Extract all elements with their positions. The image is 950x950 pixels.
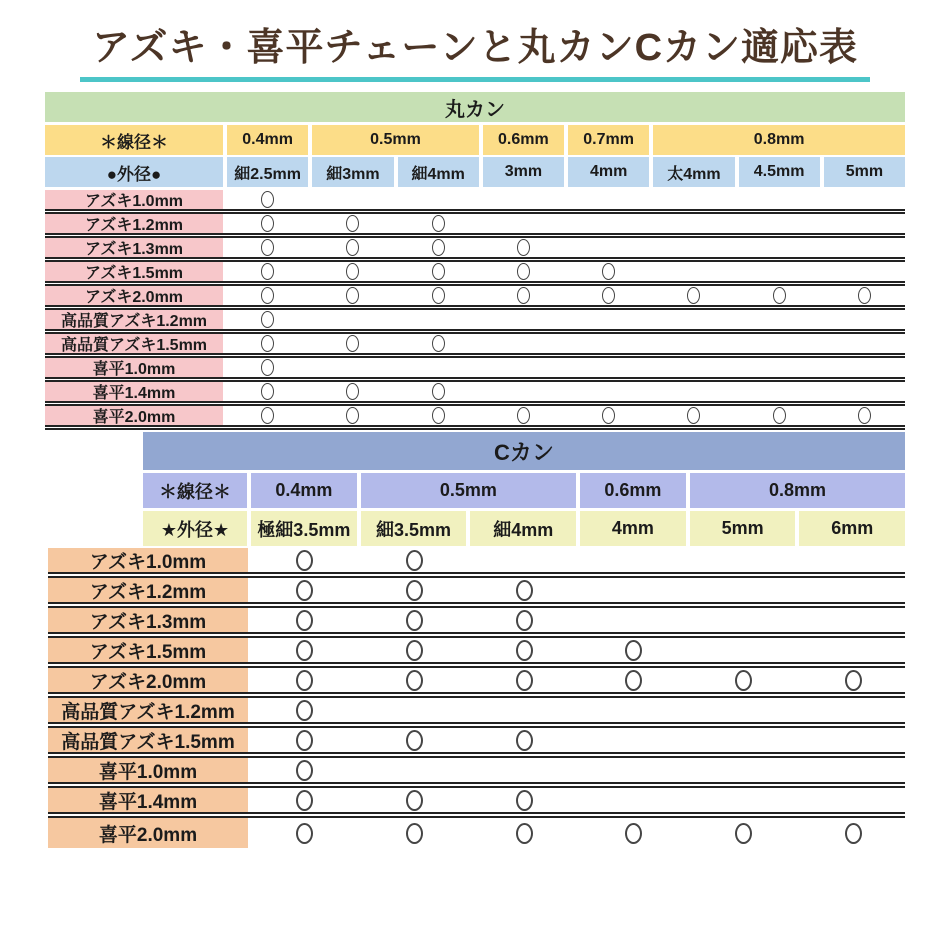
mark-cell	[312, 238, 393, 257]
ckan-outer-diameter-row	[143, 511, 905, 546]
empty-cell	[653, 238, 734, 257]
row-label: 喜平1.0mm	[45, 358, 223, 377]
circle-mark	[517, 263, 530, 280]
mark-cell	[252, 548, 358, 572]
table-row	[45, 334, 905, 358]
mark-cell	[252, 818, 358, 848]
circle-mark	[346, 215, 359, 232]
empty-cell	[800, 548, 906, 572]
row-label: 高品質アズキ1.5mm	[45, 334, 223, 353]
mark-cell	[581, 818, 687, 848]
circle-mark	[516, 790, 533, 811]
empty-cell	[568, 382, 649, 401]
circle-mark	[296, 550, 313, 571]
table-row	[45, 190, 905, 214]
mark-cell	[362, 788, 468, 812]
empty-cell	[581, 698, 687, 722]
circle-mark	[261, 287, 274, 304]
mark-cell	[362, 818, 468, 848]
circle-mark	[406, 640, 423, 661]
marukan-wire-diameter-row	[45, 125, 905, 155]
circle-mark	[516, 610, 533, 631]
mark-cell	[252, 608, 358, 632]
mark-cell	[362, 638, 468, 662]
circle-mark	[261, 215, 274, 232]
mark-cell	[398, 286, 479, 305]
mark-cell	[252, 788, 358, 812]
circle-mark	[346, 383, 359, 400]
circle-mark	[261, 383, 274, 400]
marukan-outer-diameter-row	[45, 157, 905, 187]
circle-mark	[517, 287, 530, 304]
circle-mark	[516, 670, 533, 691]
circle-mark	[517, 239, 530, 256]
outer-diameter-cell: 5mm	[690, 511, 796, 546]
circle-mark	[773, 287, 786, 304]
circle-mark	[406, 730, 423, 751]
empty-cell	[800, 638, 906, 662]
circle-mark	[296, 670, 313, 691]
outer-diameter-cell: 細4mm	[398, 157, 479, 187]
circle-mark	[516, 580, 533, 601]
mark-cell	[691, 668, 797, 692]
row-label: 喜平1.4mm	[48, 788, 248, 812]
mark-cell	[471, 578, 577, 602]
circle-mark	[261, 311, 274, 328]
mark-cell	[362, 728, 468, 752]
row-label: 喜平2.0mm	[45, 406, 223, 425]
circle-mark	[296, 640, 313, 661]
empty-cell	[824, 358, 905, 377]
ckan-table-body	[45, 548, 905, 848]
mark-cell	[398, 406, 479, 425]
empty-cell	[800, 728, 906, 752]
mark-cell	[252, 758, 358, 782]
empty-cell	[581, 578, 687, 602]
marukan-wire-diameter-label: ＊線径＊	[45, 125, 223, 155]
table-row	[48, 728, 905, 758]
table-row	[48, 668, 905, 698]
circle-mark	[625, 670, 642, 691]
row-label: アズキ2.0mm	[48, 668, 248, 692]
mark-cell	[362, 578, 468, 602]
circle-mark	[516, 730, 533, 751]
circle-mark	[346, 335, 359, 352]
ckan-table-title: Cカン	[143, 432, 905, 470]
mark-cell	[312, 334, 393, 353]
row-label: アズキ2.0mm	[45, 286, 223, 305]
circle-mark	[406, 550, 423, 571]
table-row	[48, 788, 905, 818]
empty-cell	[824, 214, 905, 233]
circle-mark	[602, 287, 615, 304]
mark-cell	[483, 262, 564, 281]
circle-mark	[516, 640, 533, 661]
row-label: 喜平1.0mm	[48, 758, 248, 782]
empty-cell	[362, 698, 468, 722]
circle-mark	[687, 407, 700, 424]
empty-cell	[471, 698, 577, 722]
empty-cell	[691, 608, 797, 632]
mark-cell	[568, 406, 649, 425]
table-row	[45, 310, 905, 334]
ckan-outer-diameter-label: ★外径★	[143, 511, 247, 546]
empty-cell	[739, 358, 820, 377]
circle-mark	[432, 383, 445, 400]
empty-cell	[653, 214, 734, 233]
row-label: アズキ1.5mm	[48, 638, 248, 662]
empty-cell	[653, 310, 734, 329]
circle-mark	[773, 407, 786, 424]
circle-mark	[261, 239, 274, 256]
mark-cell	[581, 668, 687, 692]
table-row	[45, 382, 905, 406]
table-row	[48, 638, 905, 668]
wire-diameter-cell: 0.4mm	[227, 125, 308, 155]
mark-cell	[312, 382, 393, 401]
empty-cell	[312, 190, 393, 209]
row-label: アズキ1.2mm	[48, 578, 248, 602]
mark-cell	[483, 238, 564, 257]
table-row	[48, 578, 905, 608]
empty-cell	[691, 758, 797, 782]
empty-cell	[800, 788, 906, 812]
row-label: アズキ1.3mm	[45, 238, 223, 257]
mark-cell	[227, 406, 308, 425]
empty-cell	[653, 358, 734, 377]
empty-cell	[691, 788, 797, 812]
ckan-table	[45, 432, 905, 848]
empty-cell	[824, 262, 905, 281]
circle-mark	[261, 407, 274, 424]
empty-cell	[739, 190, 820, 209]
empty-cell	[471, 548, 577, 572]
empty-cell	[312, 310, 393, 329]
mark-cell	[471, 728, 577, 752]
wire-diameter-cell: 0.8mm	[653, 125, 905, 155]
circle-mark	[296, 700, 313, 721]
mark-cell	[581, 638, 687, 662]
marukan-outer-diameter-label: ●外径●	[45, 157, 223, 187]
circle-mark	[432, 239, 445, 256]
circle-mark	[602, 263, 615, 280]
circle-mark	[432, 287, 445, 304]
outer-diameter-cell: 6mm	[799, 511, 905, 546]
mark-cell	[471, 608, 577, 632]
empty-cell	[739, 214, 820, 233]
outer-diameter-cell: 細3.5mm	[361, 511, 467, 546]
circle-mark	[346, 407, 359, 424]
mark-cell	[362, 668, 468, 692]
empty-cell	[739, 382, 820, 401]
empty-cell	[398, 310, 479, 329]
circle-mark	[296, 823, 313, 844]
mark-cell	[471, 638, 577, 662]
empty-cell	[581, 728, 687, 752]
empty-cell	[824, 238, 905, 257]
outer-diameter-cell: 3mm	[483, 157, 564, 187]
row-label: 喜平2.0mm	[48, 818, 248, 848]
circle-mark	[406, 790, 423, 811]
wire-diameter-cell: 0.5mm	[361, 473, 576, 508]
mark-cell	[227, 190, 308, 209]
circle-mark	[406, 610, 423, 631]
mark-cell	[227, 238, 308, 257]
mark-cell	[398, 262, 479, 281]
wire-diameter-cell: 0.8mm	[690, 473, 905, 508]
circle-mark	[296, 730, 313, 751]
row-label: アズキ1.2mm	[45, 214, 223, 233]
row-label: 高品質アズキ1.2mm	[45, 310, 223, 329]
empty-cell	[483, 358, 564, 377]
table-row	[45, 238, 905, 262]
circle-mark	[406, 580, 423, 601]
title-bar	[0, 0, 950, 82]
empty-cell	[800, 758, 906, 782]
outer-diameter-cell: 4mm	[580, 511, 686, 546]
empty-cell	[824, 382, 905, 401]
empty-cell	[653, 334, 734, 353]
wire-diameter-cell: 0.5mm	[312, 125, 479, 155]
mark-cell	[739, 286, 820, 305]
table-row	[45, 358, 905, 382]
circle-mark	[735, 823, 752, 844]
empty-cell	[653, 190, 734, 209]
empty-cell	[581, 608, 687, 632]
mark-cell	[824, 406, 905, 425]
empty-cell	[483, 190, 564, 209]
mark-cell	[362, 548, 468, 572]
outer-diameter-cell: 太4mm	[653, 157, 734, 187]
mark-cell	[312, 406, 393, 425]
outer-diameter-cell: 細3mm	[312, 157, 393, 187]
table-row	[45, 406, 905, 430]
circle-mark	[406, 670, 423, 691]
mark-cell	[398, 382, 479, 401]
empty-cell	[739, 238, 820, 257]
empty-cell	[568, 358, 649, 377]
empty-cell	[691, 698, 797, 722]
mark-cell	[471, 818, 577, 848]
empty-cell	[691, 638, 797, 662]
circle-mark	[858, 407, 871, 424]
empty-cell	[739, 262, 820, 281]
empty-cell	[800, 698, 906, 722]
mark-cell	[362, 608, 468, 632]
empty-cell	[568, 238, 649, 257]
mark-cell	[312, 214, 393, 233]
row-label: アズキ1.5mm	[45, 262, 223, 281]
page-title: アズキ・喜平チェーンと丸カンCカン適応表	[80, 14, 870, 82]
circle-mark	[845, 670, 862, 691]
table-row	[45, 286, 905, 310]
mark-cell	[471, 668, 577, 692]
mark-cell	[483, 406, 564, 425]
mark-cell	[800, 818, 906, 848]
empty-cell	[691, 578, 797, 602]
mark-cell	[312, 286, 393, 305]
mark-cell	[227, 286, 308, 305]
circle-mark	[346, 239, 359, 256]
ckan-wire-diameter-row	[143, 473, 905, 508]
row-label: アズキ1.3mm	[48, 608, 248, 632]
empty-cell	[471, 758, 577, 782]
outer-diameter-cell: 細4mm	[470, 511, 576, 546]
wire-diameter-cell: 0.7mm	[568, 125, 649, 155]
mark-cell	[227, 334, 308, 353]
empty-cell	[483, 382, 564, 401]
marukan-table-body	[45, 190, 905, 430]
row-label: 高品質アズキ1.5mm	[48, 728, 248, 752]
empty-cell	[581, 758, 687, 782]
mark-cell	[227, 310, 308, 329]
outer-diameter-cell: 4mm	[568, 157, 649, 187]
marukan-table-title: 丸カン	[45, 92, 905, 122]
row-label: 高品質アズキ1.2mm	[48, 698, 248, 722]
table-row	[48, 758, 905, 788]
circle-mark	[346, 287, 359, 304]
empty-cell	[312, 358, 393, 377]
empty-cell	[800, 608, 906, 632]
circle-mark	[432, 263, 445, 280]
circle-mark	[406, 823, 423, 844]
marukan-table	[45, 92, 905, 430]
circle-mark	[432, 407, 445, 424]
row-label: アズキ1.0mm	[48, 548, 248, 572]
empty-cell	[398, 358, 479, 377]
mark-cell	[483, 286, 564, 305]
outer-diameter-cell: 4.5mm	[739, 157, 820, 187]
empty-cell	[568, 214, 649, 233]
table-row	[48, 608, 905, 638]
mark-cell	[398, 214, 479, 233]
ckan-wire-diameter-label: ＊線径＊	[143, 473, 247, 508]
mark-cell	[227, 382, 308, 401]
circle-mark	[261, 359, 274, 376]
circle-mark	[517, 407, 530, 424]
mark-cell	[653, 406, 734, 425]
mark-cell	[252, 728, 358, 752]
empty-cell	[691, 728, 797, 752]
empty-cell	[691, 548, 797, 572]
circle-mark	[296, 760, 313, 781]
empty-cell	[568, 190, 649, 209]
row-label: アズキ1.0mm	[45, 190, 223, 209]
circle-mark	[261, 263, 274, 280]
empty-cell	[483, 310, 564, 329]
outer-diameter-cell: 極細3.5mm	[251, 511, 357, 546]
empty-cell	[581, 548, 687, 572]
circle-mark	[432, 335, 445, 352]
table-row	[48, 548, 905, 578]
empty-cell	[739, 334, 820, 353]
empty-cell	[739, 310, 820, 329]
outer-diameter-cell: 5mm	[824, 157, 905, 187]
mark-cell	[824, 286, 905, 305]
wire-diameter-cell: 0.4mm	[251, 473, 357, 508]
mark-cell	[252, 578, 358, 602]
mark-cell	[398, 238, 479, 257]
empty-cell	[362, 758, 468, 782]
mark-cell	[800, 668, 906, 692]
mark-cell	[471, 788, 577, 812]
mark-cell	[227, 214, 308, 233]
table-row	[48, 698, 905, 728]
table-row	[48, 818, 905, 848]
circle-mark	[625, 640, 642, 661]
circle-mark	[687, 287, 700, 304]
mark-cell	[252, 698, 358, 722]
empty-cell	[653, 262, 734, 281]
circle-mark	[516, 823, 533, 844]
empty-cell	[800, 578, 906, 602]
circle-mark	[261, 335, 274, 352]
empty-cell	[398, 190, 479, 209]
mark-cell	[227, 262, 308, 281]
circle-mark	[296, 610, 313, 631]
mark-cell	[653, 286, 734, 305]
circle-mark	[845, 823, 862, 844]
tables-container	[45, 92, 905, 848]
row-label: 喜平1.4mm	[45, 382, 223, 401]
circle-mark	[346, 263, 359, 280]
circle-mark	[261, 191, 274, 208]
empty-cell	[824, 190, 905, 209]
mark-cell	[227, 358, 308, 377]
mark-cell	[252, 668, 358, 692]
mark-cell	[398, 334, 479, 353]
empty-cell	[568, 310, 649, 329]
empty-cell	[568, 334, 649, 353]
circle-mark	[296, 790, 313, 811]
circle-mark	[602, 407, 615, 424]
empty-cell	[581, 788, 687, 812]
mark-cell	[252, 638, 358, 662]
mark-cell	[568, 286, 649, 305]
mark-cell	[691, 818, 797, 848]
empty-cell	[824, 310, 905, 329]
circle-mark	[858, 287, 871, 304]
table-row	[45, 262, 905, 286]
empty-cell	[483, 214, 564, 233]
mark-cell	[739, 406, 820, 425]
empty-cell	[653, 382, 734, 401]
circle-mark	[735, 670, 752, 691]
mark-cell	[312, 262, 393, 281]
circle-mark	[432, 215, 445, 232]
mark-cell	[568, 262, 649, 281]
empty-cell	[824, 334, 905, 353]
wire-diameter-cell: 0.6mm	[483, 125, 564, 155]
circle-mark	[296, 580, 313, 601]
outer-diameter-cell: 細2.5mm	[227, 157, 308, 187]
wire-diameter-cell: 0.6mm	[580, 473, 686, 508]
empty-cell	[483, 334, 564, 353]
circle-mark	[625, 823, 642, 844]
table-row	[45, 214, 905, 238]
